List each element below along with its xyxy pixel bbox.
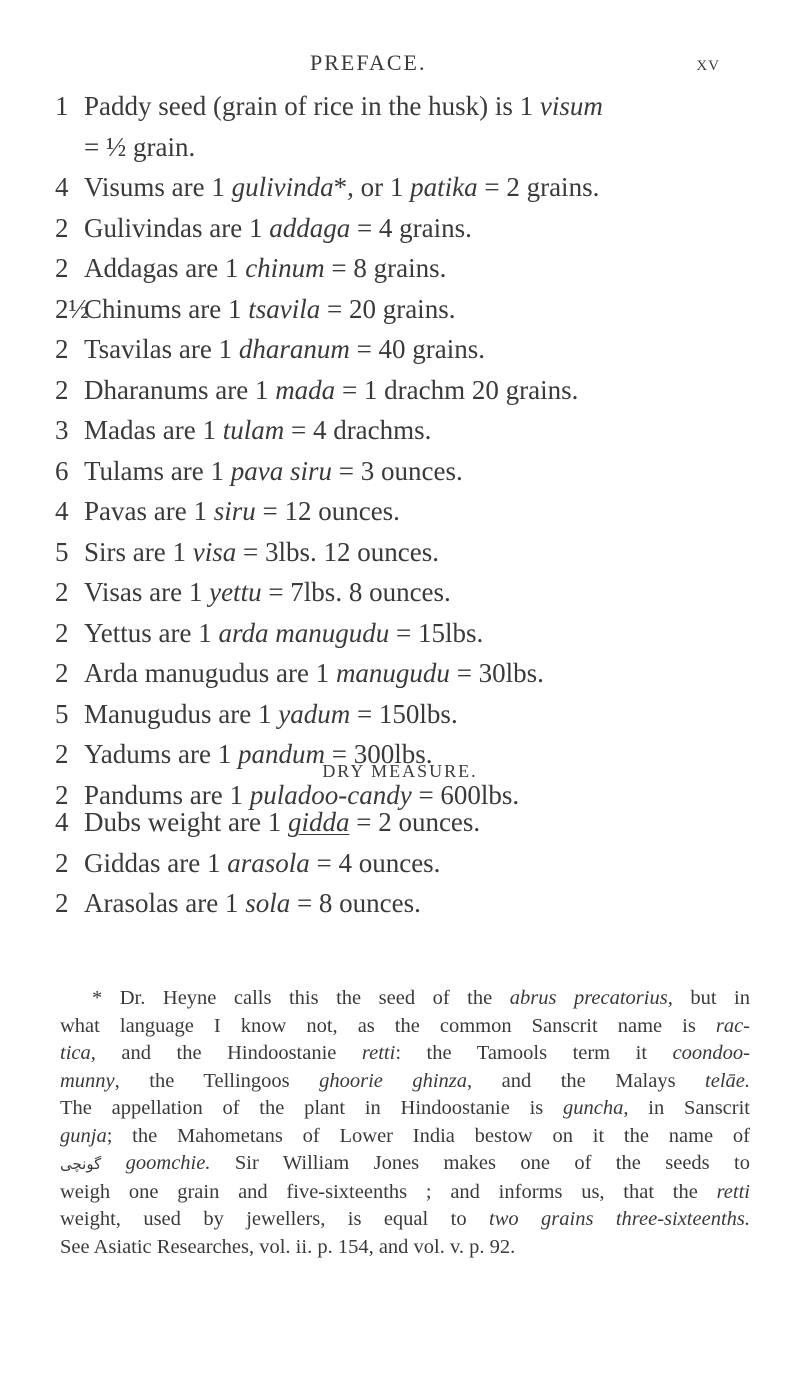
row-text: Paddy seed (grain of rice in the husk) is 1 [84,91,540,121]
row-text: Arasolas are 1 [84,888,246,918]
fn-text: weigh one grain and five-sixteenths ; and informs us, that the [60,1180,717,1203]
fn-text: what language I know not, as the common Sanscrit name is [60,1014,716,1037]
weight-row [55,167,775,208]
footnote-line [60,1040,750,1068]
row-text: = 15lbs. [389,617,484,648]
row-term: manugudu [335,658,450,688]
row-quantity: 5 [55,698,69,729]
fn-text: , but in [667,987,751,1009]
fn-text: See Asiatic Researches, vol. ii. p. 154, and vol. v. p. 92. [60,1235,516,1258]
footnote-line [60,1150,750,1179]
row-quantity: 4 [55,496,69,526]
fn-term: ghoorie ghinza [319,1069,468,1092]
row-text: Sirs are 1 [84,536,193,567]
footnote-line [60,1206,750,1234]
footnote-line [60,1013,750,1041]
row-term: yettu [209,577,262,607]
row-text: *, or 1 [333,172,411,202]
section-heading: DRY MEASURE. [322,761,478,781]
row-quantity: 2 [55,847,69,878]
dry-row [55,843,775,884]
row-text: Visas are 1 [84,577,210,607]
row-text: Dubs weight are 1 [84,807,288,837]
page-number: xv [696,50,720,75]
weight-row [55,532,775,573]
fn-text: : the Tamools term it [395,1042,673,1064]
fn-term: abrus precatorius [509,987,668,1009]
fn-text: ; the Mahometans of Lower India bestow on it the name of [106,1124,750,1147]
fn-term: telāe. [705,1069,750,1092]
row-term: chinum [245,253,325,283]
weight-row [55,329,775,370]
footnote-line [60,1068,750,1096]
row-text: Visums are 1 [84,172,232,202]
row-text: = 20 grains. [320,293,456,324]
fn-term: goomchie. [101,1152,211,1174]
dry-measure-table [55,802,775,924]
row-text: = 4 ounces. [309,847,441,878]
row-text: = 4 drachms. [284,415,432,445]
row-term: arasola [227,847,310,878]
footnote-line [60,1095,750,1123]
row-term: patika [410,172,478,202]
row-term: dharanum [238,334,350,364]
dry-row [55,883,775,924]
row-term: gidda [287,807,350,837]
row-quantity: 2 [55,374,69,405]
fn-text: * Dr. Heyne calls this the seed of the [92,987,510,1009]
footnote [60,985,750,1261]
row-quantity: 4 [55,172,69,202]
row-text: = 8 ounces. [290,888,421,918]
fn-text: , and the Malays [467,1069,706,1092]
row-text: = 150lbs. [350,698,458,729]
weight-row [55,370,775,411]
fn-term: munny [60,1069,115,1092]
weight-row [55,613,775,654]
row-quantity: 6 [55,455,69,486]
fn-term: two grains three-sixteenths. [489,1208,750,1230]
fn-term: tica [60,1042,91,1064]
row-text: = 300lbs. [325,739,433,769]
row-text: Pavas are 1 [84,496,214,526]
weight-row [55,86,775,127]
dry-row [55,802,775,843]
row-quantity: 2 [55,739,69,769]
fn-text: , in Sanscrit [623,1097,750,1119]
row-text: = 4 grains. [350,212,472,243]
row-quantity: 2 [55,658,69,688]
footnote-line [60,1179,750,1207]
row-text: Tsavilas are 1 [84,334,239,364]
row-quantity: 2 [55,577,69,607]
row-text: = 3 ounces. [332,455,463,486]
footnote-line [60,985,750,1013]
fn-term: guncha [563,1097,624,1119]
row-text: = 1 drachm 20 grains. [335,374,579,405]
weight-row [55,491,775,532]
row-text: = 7lbs. 8 ounces. [261,577,451,607]
row-quantity: 1 [55,91,69,121]
row-text: = 30lbs. [449,658,544,688]
row-quantity: 5 [55,536,69,567]
row-quantity: 2 [55,253,69,283]
row-quantity: 2 [55,334,69,364]
footnote-line [60,1123,750,1151]
weight-row [55,653,775,694]
weight-row [55,410,775,451]
row-text: = 12 ounces. [255,496,400,526]
running-head [0,50,800,90]
row-text: Dharanums are 1 [84,374,276,405]
weight-row [55,289,775,330]
weight-row [55,572,775,613]
row-term: yadum [278,698,351,729]
row-text: = ½ grain. [84,131,196,162]
row-quantity: 2 [55,779,69,810]
page-title: PREFACE. [310,50,427,75]
row-text: Arda manugudus are 1 [84,658,336,688]
row-text: Tulams are 1 [84,455,231,486]
fn-term: retti [361,1042,396,1064]
row-quantity: 2½ [55,293,89,324]
row-text: = 2 ounces. [349,807,481,837]
row-text: Manugudus are 1 [84,698,279,729]
row-text: Addagas are 1 [84,253,246,283]
row-text: Yettus are 1 [84,617,219,648]
weight-row [55,451,775,492]
row-quantity: 2 [55,212,69,243]
row-text: Gulivindas are 1 [84,212,270,243]
row-text: Chinums are 1 [84,293,249,324]
row-term: tsavila [248,293,321,324]
row-text: = 2 grains. [477,172,600,202]
row-text: Pandums are 1 [84,779,250,810]
row-quantity: 4 [55,807,69,837]
row-term: mada [275,374,336,405]
row-text: Giddas are 1 [84,847,228,878]
row-text: Yadums are 1 [84,739,238,769]
weight-row [55,694,775,735]
fn-text: weight, used by jewellers, is equal to [60,1208,489,1230]
row-text: = 8 grains. [324,253,447,283]
fn-term: retti [716,1180,750,1203]
row-term: puladoo-candy [249,779,412,810]
fn-text: , the Tellingoos [114,1069,320,1092]
row-term: visa [192,536,237,567]
row-term: gulivinda [231,172,334,202]
row-term: tulam [222,415,285,445]
row-text: Madas are 1 [84,415,223,445]
fn-text: The appellation of the plant in Hindoostanie is [60,1097,564,1119]
row-text: = 40 grains. [349,334,486,364]
row-term: visum [539,91,603,121]
row-term: pava siru [230,455,332,486]
row-term: siru [213,496,256,526]
row-quantity: 3 [55,415,69,445]
row-quantity: 2 [55,617,69,648]
row-text: = 600lbs. [411,779,520,810]
row-term: sola [245,888,291,918]
fn-term: gunja [60,1124,107,1147]
footnote-line [60,1234,750,1262]
row-quantity: 2 [55,888,69,918]
row-term: pandum [238,739,325,769]
weights-table [55,86,775,815]
weight-row [55,248,775,289]
row-term: arda manugudu [218,617,390,648]
fn-text: , and the Hindoostanie [90,1042,362,1064]
arabic-script: گونچی [60,1155,102,1173]
row-term: addaga [269,212,351,243]
fn-term: coondoo- [672,1042,750,1064]
row-text: = 3lbs. 12 ounces. [236,536,439,567]
fn-term: rac- [715,1014,750,1037]
weight-row [55,127,775,168]
fn-text: Sir William Jones makes one of the seeds to [210,1152,751,1174]
weight-row [55,208,775,249]
